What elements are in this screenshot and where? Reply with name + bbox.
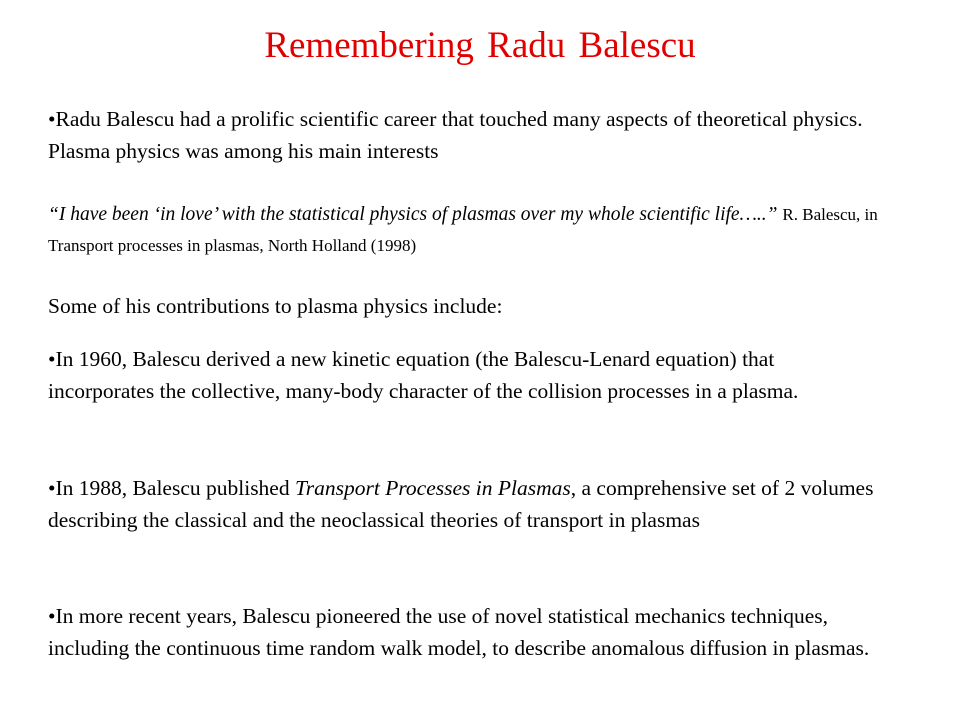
contributions-heading: Some of his contributions to plasma physics include: xyxy=(48,294,503,318)
bullet-recent-years: •In more recent years, Balescu pioneered the use of novel statistical mechanics techniques, including the continuous time random walk model, to describe anomalous diffusion in plasmas. xyxy=(48,604,870,660)
quote-text: “I have been ‘in love’ with the statistical physics of plasmas over my whole scientific life…..” xyxy=(48,204,778,225)
quote-paragraph xyxy=(48,199,878,261)
bullet-1988-rest: , a comprehensive set of 2 volumes describing the classical and the neoclassical theories of transport in plasmas xyxy=(48,476,874,532)
bullet-1988-lead: •In 1988, Balescu published xyxy=(48,476,295,500)
intro-paragraph: •Radu Balescu had a prolific scientific career that touched many aspects of theoretical physics. Plasma physics was among his main interests xyxy=(48,107,863,163)
bullet-1988 xyxy=(48,472,878,536)
slide-title: Remembering Radu Balescu xyxy=(264,25,696,66)
bullet-1960: •In 1960, Balescu derived a new kinetic equation (the Balescu-Lenard equation) that incorporates the collective, many-body character of the collision processes in a plasma. xyxy=(48,347,799,403)
book-title: Transport Processes in Plasmas xyxy=(294,476,571,500)
quote-citation: R. Balescu, in Transport processes in plasmas, North Holland (1998) xyxy=(48,205,878,255)
